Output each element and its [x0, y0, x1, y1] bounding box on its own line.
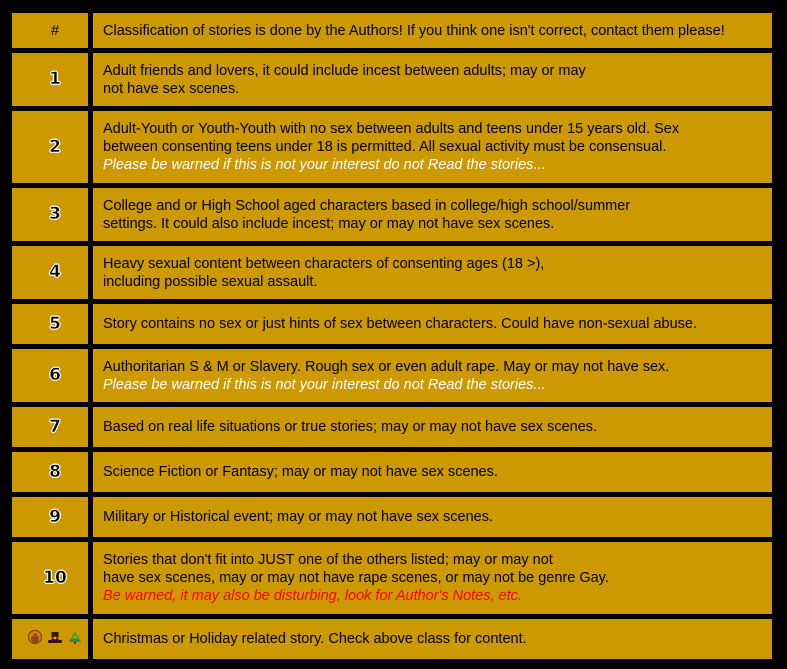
turkey-icon — [27, 629, 43, 645]
class-description — [92, 110, 773, 184]
header-hash: # — [11, 12, 89, 49]
warning-text: Please be warned if this is not your interest do not Read the stories... — [103, 376, 546, 393]
class-number: 10 — [43, 567, 67, 588]
table-row — [11, 187, 773, 242]
class-description — [92, 496, 773, 538]
classification-table — [8, 9, 776, 663]
description-line: Stories that don't fit into JUST one of the others listed; may or may not — [103, 552, 553, 568]
table-row — [11, 541, 773, 615]
class-description — [92, 348, 773, 403]
description-line: not have sex scenes. — [103, 80, 240, 97]
class-description — [92, 303, 773, 345]
header-row — [11, 12, 773, 49]
table-row — [11, 52, 773, 107]
class-number: 3 — [49, 204, 61, 224]
class-description — [92, 618, 773, 660]
warning-text: Please be warned if this is not your interest do not Read the stories... — [103, 157, 546, 173]
class-number: 2 — [49, 136, 61, 157]
description-line: Story contains no sex or just hints of sex between characters. Could have non-sexual abuse. — [103, 316, 698, 332]
table-row — [11, 348, 773, 403]
description-line: College and or High School aged characters based in college/high school/summer — [103, 197, 631, 214]
description-line: Heavy sexual content between characters of consenting ages (18 >), — [103, 255, 545, 272]
description-line: between consenting teens under 18 is permitted. All sexual activity must be consensual. — [103, 139, 667, 155]
description-line: Science Fiction or Fantasy; may or may not have sex scenes. — [103, 464, 498, 480]
christmas-tree-icon — [67, 630, 83, 644]
warning-text: Be warned, it may also be disturbing, look for Author's Notes, etc. — [103, 588, 522, 604]
description-line: Adult-Youth or Youth-Youth with no sex between adults and teens under 15 years old. Sex — [103, 121, 680, 137]
description-line: Adult friends and lovers, it could include incest between adults; may or may — [103, 62, 586, 79]
description-line: including possible sexual assault. — [103, 273, 318, 290]
class-description — [92, 245, 773, 300]
class-number: 9 — [49, 506, 61, 527]
table-row — [11, 496, 773, 538]
class-number: 5 — [49, 313, 61, 334]
class-description — [92, 541, 773, 615]
table-row — [11, 110, 773, 184]
table-row — [11, 406, 773, 448]
header-text: Classification of stories is done by the Authors! If you think one isn't correct, contact them please! — [92, 12, 773, 49]
description-line: Authoritarian S & M or Slavery. Rough sex or even adult rape. May or may not have sex. — [103, 358, 670, 375]
class-description — [92, 451, 773, 493]
pilgrim-hat-icon — [47, 630, 63, 644]
table-row — [11, 451, 773, 493]
table-row — [11, 618, 773, 660]
class-description — [92, 52, 773, 107]
description-line: Christmas or Holiday related story. Check above class for content. — [103, 631, 527, 647]
class-number: 4 — [49, 262, 61, 282]
holiday-icons — [27, 629, 83, 645]
class-number: 1 — [49, 69, 61, 89]
class-number: 6 — [49, 365, 61, 385]
description-line: settings. It could also include incest; may or may not have sex scenes. — [103, 215, 555, 232]
table-row — [11, 303, 773, 345]
table-row — [11, 245, 773, 300]
description-line: Military or Historical event; may or may not have sex scenes. — [103, 509, 494, 525]
description-line: have sex scenes, may or may not have rape scenes, or may not be genre Gay. — [103, 570, 609, 586]
class-description — [92, 187, 773, 242]
class-number: 7 — [49, 416, 61, 437]
description-line: Based on real life situations or true stories; may or may not have sex scenes. — [103, 419, 598, 435]
class-number: 8 — [49, 461, 61, 482]
class-description — [92, 406, 773, 448]
